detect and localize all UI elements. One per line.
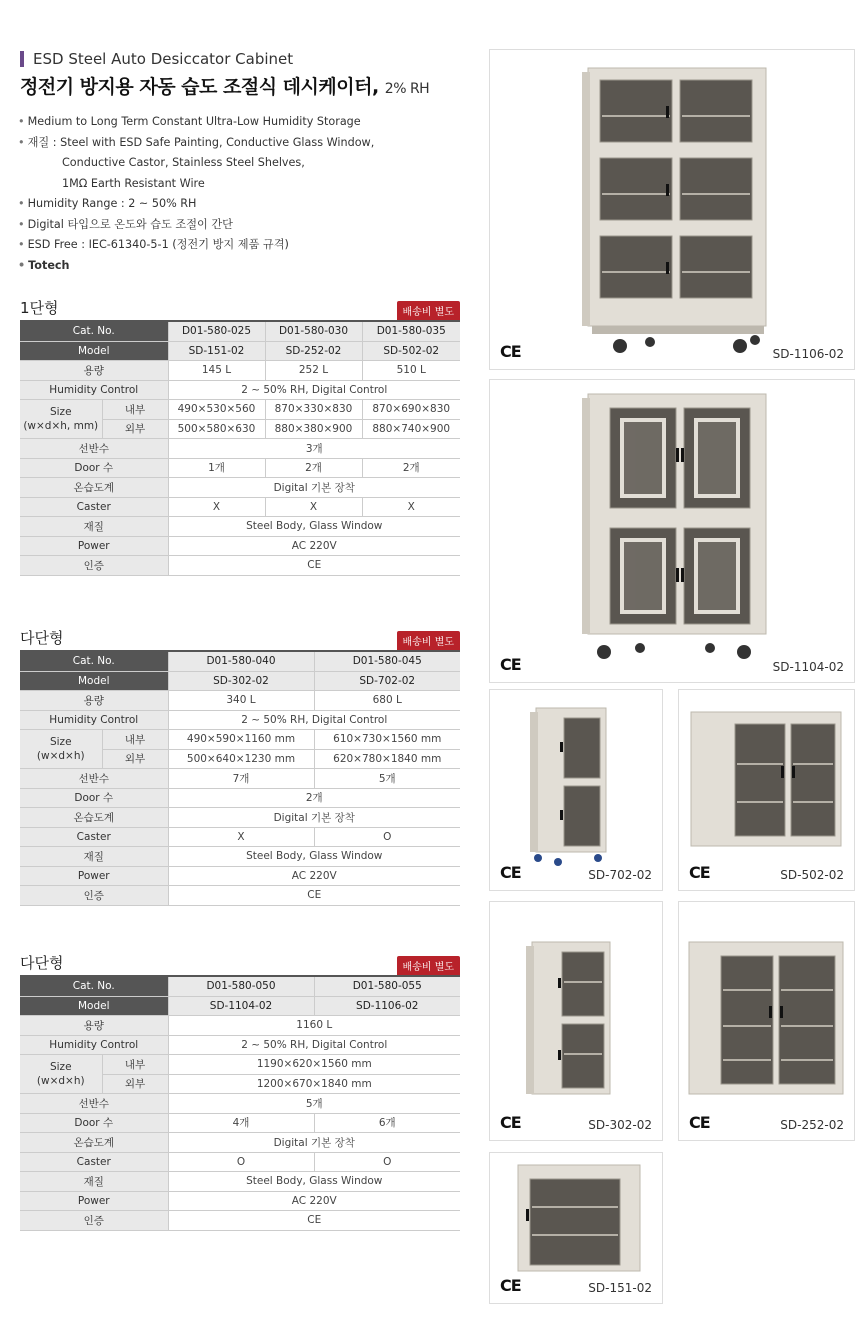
table-row: Humidity Control 2 ~ 50% RH, Digital Control bbox=[20, 1035, 460, 1055]
ce-mark: CE bbox=[500, 342, 521, 361]
product-model-label: SD-302-02 bbox=[588, 1118, 652, 1132]
cabinet-4door-image bbox=[580, 392, 770, 664]
product-card-sd-502 bbox=[678, 689, 855, 891]
spec-table-multi-2 bbox=[20, 975, 460, 1231]
product-card-sd-302 bbox=[489, 901, 663, 1141]
section-title: 다단형 bbox=[20, 629, 64, 647]
title-korean bbox=[20, 72, 429, 99]
cabinet-tall-image bbox=[528, 706, 608, 866]
table-row: 온습도계 Digital 기본 장착 bbox=[20, 808, 460, 828]
table-row: Cat. No. D01-580-050 D01-580-055 bbox=[20, 976, 460, 996]
table-row: 재질 Steel Body, Glass Window bbox=[20, 847, 460, 867]
title-accent-bar bbox=[20, 51, 24, 67]
spec-item: • Humidity Range : 2 ~ 50% RH bbox=[18, 197, 197, 210]
section-title: 다단형 bbox=[20, 954, 64, 972]
spec-section-single bbox=[20, 298, 460, 576]
table-row: 선반수 3개 bbox=[20, 439, 460, 459]
table-row: Humidity Control 2 ~ 50% RH, Digital Control bbox=[20, 380, 460, 400]
table-row: 온습도계 Digital 기본 장착 bbox=[20, 478, 460, 498]
table-row: 재질 Steel Body, Glass Window bbox=[20, 517, 460, 537]
title-korean-text: 정전기 방지용 자동 습도 조절식 데시케이터, bbox=[20, 76, 379, 98]
table-row: Cat. No. D01-580-025 D01-580-030 D01-580-035 bbox=[20, 321, 460, 341]
spec-item: • Medium to Long Term Constant Ultra-Low Humidity Storage bbox=[18, 115, 361, 128]
table-row: 외부 1200×670×1840 mm bbox=[20, 1074, 460, 1094]
table-row: Door 수 1개 2개 2개 bbox=[20, 458, 460, 478]
table-row: 선반수 5개 bbox=[20, 1094, 460, 1114]
section-title: 1단형 bbox=[20, 299, 59, 317]
table-row: Caster O O bbox=[20, 1152, 460, 1172]
table-row: Model SD-302-02 SD-702-02 bbox=[20, 671, 460, 691]
product-card-sd-252 bbox=[678, 901, 855, 1141]
table-row: 용량 340 L 680 L bbox=[20, 691, 460, 711]
shipping-badge: 배송비 별도 bbox=[397, 301, 460, 320]
table-row: Cat. No. D01-580-040 D01-580-045 bbox=[20, 651, 460, 671]
cabinet-6door-image bbox=[580, 66, 770, 358]
table-row: Door 수 4개 6개 bbox=[20, 1113, 460, 1133]
spec-item-continued: 1MΩ Earth Resistant Wire bbox=[62, 176, 205, 190]
ce-mark: CE bbox=[500, 655, 521, 674]
table-row: Size (w×d×h) 내부 1190×620×1560 mm bbox=[20, 1055, 460, 1075]
ce-mark: CE bbox=[500, 863, 521, 882]
spec-section-multi-1 bbox=[20, 628, 460, 906]
table-row: Caster X O bbox=[20, 827, 460, 847]
table-row: 외부 500×580×630 880×380×900 880×740×900 bbox=[20, 419, 460, 439]
product-model-label: SD-702-02 bbox=[588, 868, 652, 882]
spec-table-single bbox=[20, 320, 460, 576]
table-row: 인증 CE bbox=[20, 886, 460, 906]
table-row: Size (w×d×h, mm) 내부 490×530×560 870×330×830 870×690×830 bbox=[20, 400, 460, 420]
table-row: 외부 500×640×1230 mm 620×780×1840 mm bbox=[20, 749, 460, 769]
brand-name: • Totech bbox=[18, 258, 70, 272]
table-row: Humidity Control 2 ~ 50% RH, Digital Control bbox=[20, 710, 460, 730]
cabinet-wide-2door-image bbox=[687, 940, 847, 1100]
table-row: Model SD-1104-02 SD-1106-02 bbox=[20, 996, 460, 1016]
table-row: 용량 145 L 252 L 510 L bbox=[20, 361, 460, 381]
table-row: Door 수 2개 bbox=[20, 788, 460, 808]
table-row: 온습도계 Digital 기본 장착 bbox=[20, 1133, 460, 1153]
table-row: 재질 Steel Body, Glass Window bbox=[20, 1172, 460, 1192]
ce-mark: CE bbox=[500, 1113, 521, 1132]
table-row: 선반수 7개 5개 bbox=[20, 769, 460, 789]
spec-item: • Digital 타입으로 온도와 습도 조절이 간단 bbox=[18, 217, 233, 231]
spec-item: • 재질 : Steel with ESD Safe Painting, Conductive Glass Window, bbox=[18, 135, 375, 149]
table-row: Power AC 220V bbox=[20, 536, 460, 556]
product-card-sd-702 bbox=[489, 689, 663, 891]
spec-item-continued: Conductive Castor, Stainless Steel Shelves, bbox=[62, 156, 305, 169]
cabinet-wide-image bbox=[689, 710, 845, 852]
title-english bbox=[20, 50, 429, 68]
product-card-sd-1106 bbox=[489, 49, 855, 370]
spec-table-multi-1 bbox=[20, 650, 460, 906]
product-model-label: SD-151-02 bbox=[588, 1281, 652, 1295]
cabinet-2door-tall-image bbox=[524, 940, 614, 1100]
table-row: Size (w×d×h) 내부 490×590×1160 mm 610×730×1560 mm bbox=[20, 730, 460, 750]
title-korean-suffix: 2% RH bbox=[384, 81, 430, 97]
shipping-badge: 배송비 별도 bbox=[397, 631, 460, 650]
product-model-label: SD-252-02 bbox=[780, 1118, 844, 1132]
table-row: Model SD-151-02 SD-252-02 SD-502-02 bbox=[20, 341, 460, 361]
table-row: 용량 1160 L bbox=[20, 1016, 460, 1036]
cabinet-small-image bbox=[516, 1163, 644, 1275]
ce-mark: CE bbox=[689, 1113, 710, 1132]
product-card-sd-1104 bbox=[489, 379, 855, 683]
table-row: Power AC 220V bbox=[20, 1191, 460, 1211]
page-header bbox=[20, 50, 429, 99]
product-card-sd-151 bbox=[489, 1152, 663, 1304]
title-english-text: ESD Steel Auto Desiccator Cabinet bbox=[33, 50, 294, 68]
product-model-label: SD-1106-02 bbox=[772, 347, 844, 361]
table-row: 인증 CE bbox=[20, 1211, 460, 1231]
table-row: 인증 CE bbox=[20, 556, 460, 576]
product-model-label: SD-502-02 bbox=[780, 868, 844, 882]
shipping-badge: 배송비 별도 bbox=[397, 956, 460, 975]
table-row: Caster X X X bbox=[20, 497, 460, 517]
spec-item: • ESD Free : IEC-61340-5-1 (정전기 방지 제품 규격) bbox=[18, 238, 289, 251]
product-model-label: SD-1104-02 bbox=[772, 660, 844, 674]
table-row: Power AC 220V bbox=[20, 866, 460, 886]
ce-mark: CE bbox=[689, 863, 710, 882]
spec-section-multi-2 bbox=[20, 953, 460, 1231]
ce-mark: CE bbox=[500, 1276, 521, 1295]
spec-list bbox=[18, 112, 374, 276]
